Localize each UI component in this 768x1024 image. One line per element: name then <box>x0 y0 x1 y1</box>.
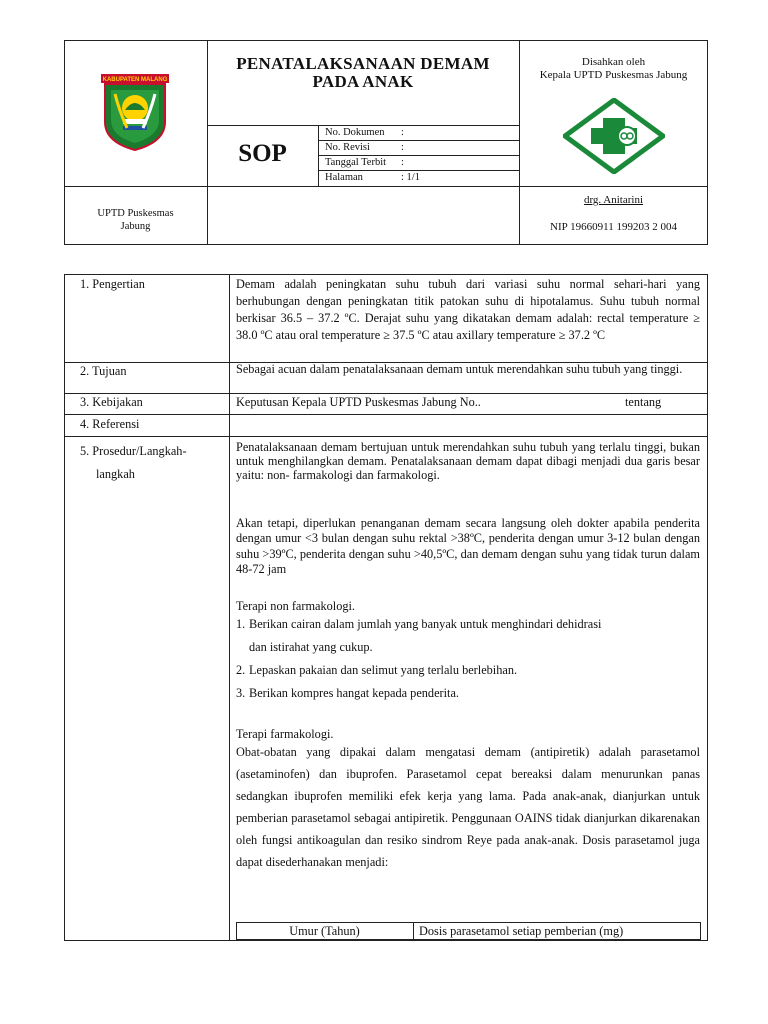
meta-row-halaman <box>325 171 515 185</box>
list-text: Lepaskan pakaian dan selimut yang terlalu berlebihan. <box>249 663 518 677</box>
header-divider <box>64 186 708 187</box>
label-tujuan: 2. Tujuan <box>80 364 127 378</box>
list-number: 3. <box>236 686 246 700</box>
meta-row-no-revisi <box>325 141 515 155</box>
list-text <box>249 613 700 659</box>
dose-table-divider <box>413 922 414 940</box>
nonfarm-title: Terapi non farmakologi. <box>236 599 355 613</box>
list-text-b: dan istirahat yang cukup. <box>249 640 373 654</box>
list-item <box>236 682 700 705</box>
column-divider <box>229 274 230 941</box>
list-text-a: Berikan cairan dalam jumlah yang banyak untuk menghindari dehidrasi <box>249 617 602 631</box>
kebijakan-text-b: tentang <box>625 395 662 409</box>
approval-line-1: Disahkan oleh <box>581 56 646 68</box>
text-pengertian: Demam adalah peningkatan suhu tubuh dari variasi suhu normal sehari-hari yang berhubungan dengan peningkatan titik patokan suhu di hipotalamus. Suhu tubuh normal berkisar 36.5 – 37.2 ºC. Derajat suhu yang dikatakan demam adalah: rectal temperature ≥ 38.0 ºC atau oral temperature ≥ 37.5 ºC atau axillary temperature ≥ 37.2 ºC <box>236 277 700 342</box>
list-number: 2. <box>236 663 246 677</box>
prosedur-paragraph-2: Akan tetapi, diperlukan penanganan demam secara langsung oleh dokter apabila penderita dengan umur <3 bulan dengan suhu rektal >38ºC, penderita dengan umur 3-12 bulan dengan suhu >39ºC, penderita dengan suhu >40,5ºC, dan demam dengan suhu yang tidak turun dalam 48-72 jam <box>236 516 700 576</box>
kebijakan-text-a: Keputusan Kepala UPTD Puskesmas Jabung No.. <box>236 395 481 409</box>
signer-nip: NIP 19660911 199203 2 004 <box>550 221 677 233</box>
prosedur-paragraph-1: Penatalaksanaan demam bertujuan untuk merendahkan suhu tubuh yang terlalu tinggi, bukan untuk menghilangkan demam. Penatalaksanaan demam dapat dibagi menjadi dua garis besar yaitu: non- farmakologi dan farmakologi. <box>236 440 700 482</box>
sop-title <box>207 55 519 91</box>
label-kebijakan: 3. Kebijakan <box>80 395 143 409</box>
puskesmas-logo <box>563 98 665 174</box>
meta-label: Halaman <box>325 172 363 183</box>
logo-banner-text: KABUPATEN MALANG <box>102 77 168 83</box>
approval-block <box>519 56 708 82</box>
meta-label: Tanggal Terbit <box>325 157 387 168</box>
dose-header-umur: Umur (Tahun) <box>289 924 360 938</box>
title-line-1: PENATALAKSANAAN DEMAM <box>236 54 490 73</box>
nonfarm-list <box>236 613 700 705</box>
signer-name: drg. Anitarini <box>583 194 644 206</box>
list-text: Berikan kompres hangat kepada penderita. <box>249 686 459 700</box>
meta-row-tanggal-terbit <box>325 156 515 170</box>
approval-line-2: Kepala UPTD Puskesmas Jabung <box>539 69 688 81</box>
farm-title: Terapi farmakologi. <box>236 727 334 741</box>
list-number: 1. <box>236 617 246 631</box>
row-divider <box>64 436 708 437</box>
text-kebijakan <box>236 394 700 411</box>
meta-row-no-dokumen <box>325 126 515 140</box>
meta-value: : <box>401 157 404 168</box>
farm-text: Obat-obatan yang dipakai dalam mengatasi demam (antipiretik) adalah parasetamol (asetaminofen) dan ibuprofen. Parasetamol cepat bereaksi dalam menurunkan panas sedangkan ibuprofen memiliki efek kerja yang lama. Pada anak-anak, dianjurkan untuk pemberian parasetamol sebagai antipiretik. Penggunaan OAINS tidak dianjurkan dikarenakan oleh fungsi antikoagulan dan resiko sindrom Reye pada anak-anak. Dosis parasetamol juga dapat disederhanakan menjadi: <box>236 745 700 869</box>
org-name <box>64 207 207 233</box>
label-pengertian: 1. Pengertian <box>80 277 145 291</box>
label-prosedur-a: 5. Prosedur/Langkah- <box>80 444 187 458</box>
label-referensi: 4. Referensi <box>80 417 140 431</box>
org-line-2: Jabung <box>120 221 151 232</box>
meta-value: : 1/1 <box>401 172 420 183</box>
meta-label: No. Revisi <box>325 142 370 153</box>
label-prosedur-b: langkah <box>96 467 135 481</box>
text-tujuan: Sebagai acuan dalam penatalaksanaan demam untuk merendahkan suhu tubuh yang tinggi. <box>236 362 683 376</box>
org-line-1: UPTD Puskesmas <box>97 208 174 219</box>
label-prosedur <box>80 440 228 486</box>
row-divider <box>64 414 708 415</box>
title-line-2: PADA ANAK <box>312 72 414 91</box>
meta-value: : <box>401 127 404 138</box>
dose-header-dosis: Dosis parasetamol setiap pemberian (mg) <box>419 924 624 938</box>
meta-label: No. Dokumen <box>325 127 385 138</box>
sop-label: SOP <box>238 140 287 167</box>
list-item <box>236 613 700 659</box>
kabupaten-malang-logo <box>97 70 173 152</box>
list-item <box>236 659 700 682</box>
meta-value: : <box>401 142 404 153</box>
